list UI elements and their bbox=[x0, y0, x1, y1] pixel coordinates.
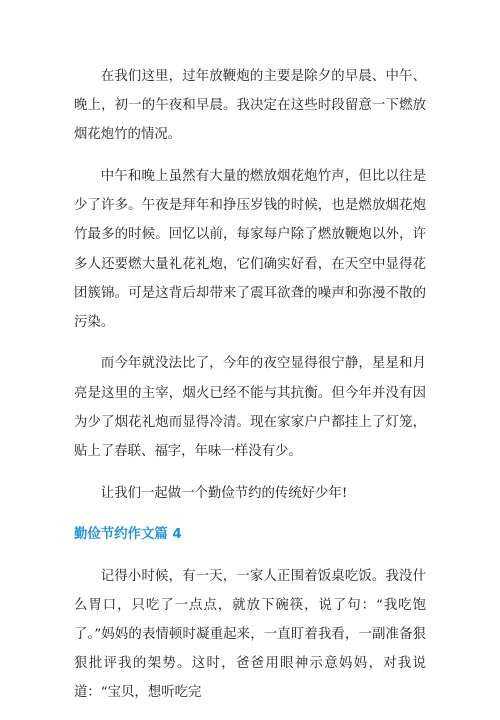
paragraph-2: 中午和晚上虽然有大量的燃放烟花炮竹声，但比以往是少了许多。午夜是拜年和挣压岁钱的时候，也是燃放烟花炮竹最多的时候。回忆以前，每家每户除了燃放鞭炮以外，许多人还要燃大量礼花礼炮，它们确实好看，在天空中显得花团簇锦。可是这背后却带来了震耳欲聋的噪声和弥漫不散的污染。 bbox=[74, 168, 426, 330]
paragraph-5: 记得小时候，有一天，一家人正围着饭桌吃饭。我没什么胃口，只吃了一点点，就放下碗筷，说了句：“我吃饱了。”妈妈的表情顿时凝重起来，一直盯着我看，一副准备狠狠批评我的架势。这时，爸爸用眼神示意妈妈，对我说道：“宝贝，想听吃完 bbox=[74, 568, 426, 701]
paragraph-3: 而今年就没法比了，今年的夜空显得很宁静，星星和月亮是这里的主宰，烟火已经不能与其抗衡。但今年并没有因为少了烟花礼炮而显得冷清。现在家家户户都挂上了灯笼，贴上了春联、福字，年味一样没有少。 bbox=[74, 356, 426, 460]
paragraph-4: 让我们一起做一个勤俭节约的传统好少年! bbox=[100, 485, 348, 501]
section-heading: 勤俭节约作文篇 4 bbox=[74, 527, 182, 543]
article-body bbox=[74, 62, 426, 720]
paragraph-1: 在我们这里，过年放鞭炮的主要是除夕的早晨、中午、晚上，初一的午夜和早晨。我决定在这些时段留意一下燃放烟花炮竹的情况。 bbox=[74, 69, 426, 143]
